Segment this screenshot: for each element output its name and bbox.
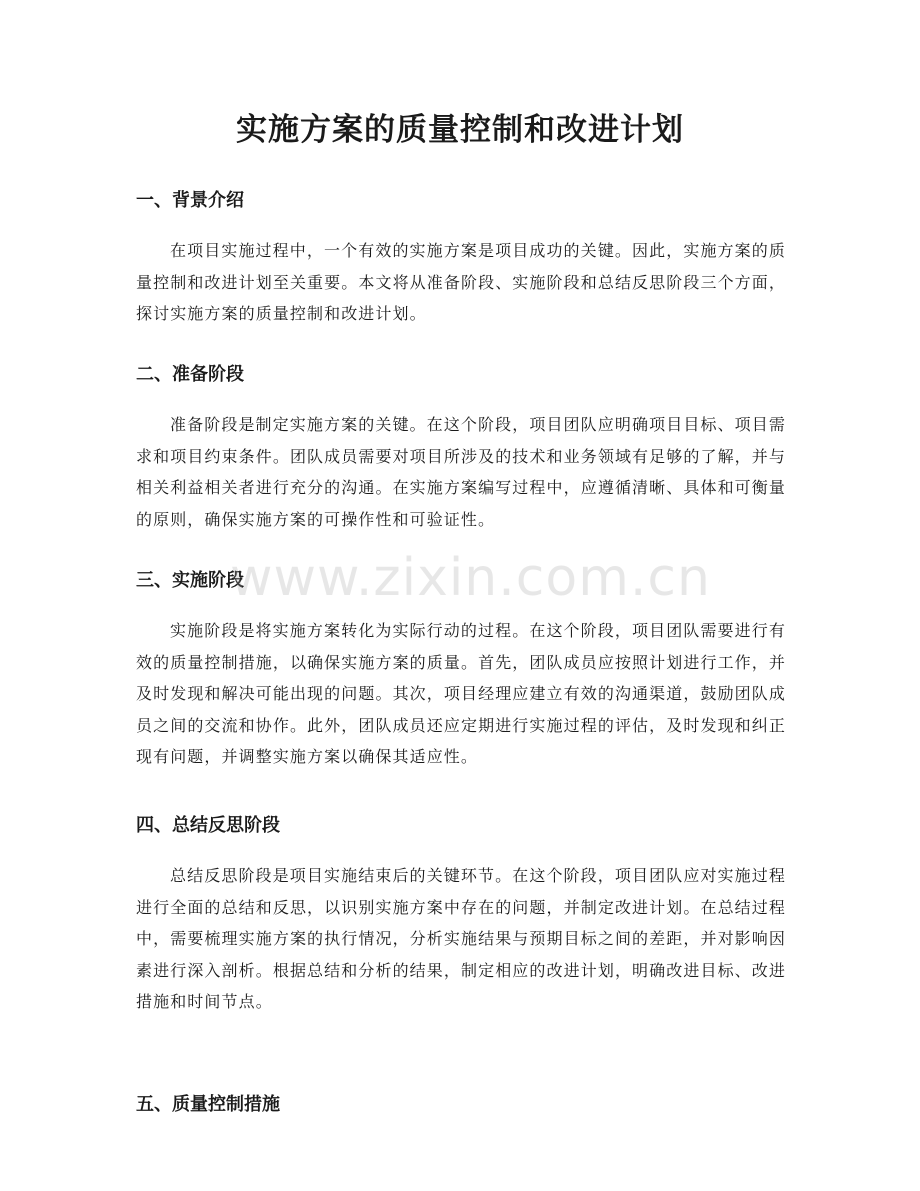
section-heading-preparation: 二、准备阶段 [136,364,244,385]
watermark-text: www.zixin.com.cn [230,548,711,608]
document-title: 实施方案的质量控制和改进计划 [236,112,684,148]
section-heading-background: 一、背景介绍 [136,190,244,211]
section-heading-quality-control: 五、质量控制措施 [136,1094,280,1115]
section-heading-implementation: 三、实施阶段 [136,570,244,591]
section-paragraph-implementation: 实施阶段是将实施方案转化为实际行动的过程。在这个阶段，项目团队需要进行有效的质量控制措施，以确保实施方案的质量。首先，团队成员应按照计划进行工作，并及时发现和解决可能出现的问题。其次，项目经理应建立有效的沟通渠道，鼓励团队成员之间的交流和协作。此外，团队成员还应定期进行实施过程的评估，及时发现和纠正现有问题，并调整实施方案以确保其适应性。 [136,621,786,766]
section-paragraph-background: 在项目实施过程中，一个有效的实施方案是项目成功的关键。因此，实施方案的质量控制和改进计划至关重要。本文将从准备阶段、实施阶段和总结反思阶段三个方面，探讨实施方案的质量控制和改进计划。 [136,241,786,323]
section-heading-reflection: 四、总结反思阶段 [136,815,280,836]
section-paragraph-reflection: 总结反思阶段是项目实施结束后的关键环节。在这个阶段，项目团队应对实施过程进行全面的总结和反思，以识别实施方案中存在的问题，并制定改进计划。在总结过程中，需要梳理实施方案的执行情况，分析实施结果与预期目标之间的差距，并对影响因素进行深入剖析。根据总结和分析的结果，制定相应的改进计划，明确改进目标、改进措施和时间节点。 [136,866,786,1011]
section-paragraph-preparation: 准备阶段是制定实施方案的关键。在这个阶段，项目团队应明确项目目标、项目需求和项目约束条件。团队成员需要对项目所涉及的技术和业务领域有足够的了解，并与相关利益相关者进行充分的沟通。在实施方案编写过程中，应遵循清晰、具体和可衡量的原则，确保实施方案的可操作性和可验证性。 [136,415,786,529]
